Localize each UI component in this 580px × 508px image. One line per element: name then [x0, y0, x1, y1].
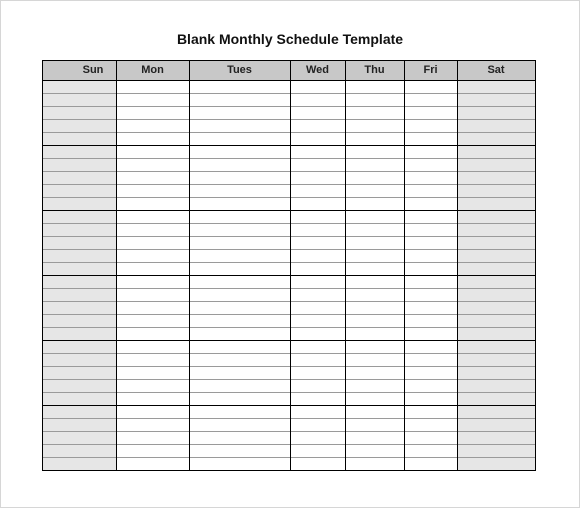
day-header-fri: Fri [423, 64, 438, 76]
page-title: Blank Monthly Schedule Template [176, 31, 404, 47]
day-header-thu: Thu [364, 64, 385, 76]
day-header-wed: Wed [305, 64, 330, 76]
header-row-bg [42, 60, 535, 80]
day-header-sat: Sat [487, 64, 505, 76]
day-header-sun: Sun [82, 64, 104, 76]
day-header-mon: Mon [141, 64, 164, 76]
day-header-tues: Tues [227, 64, 252, 76]
